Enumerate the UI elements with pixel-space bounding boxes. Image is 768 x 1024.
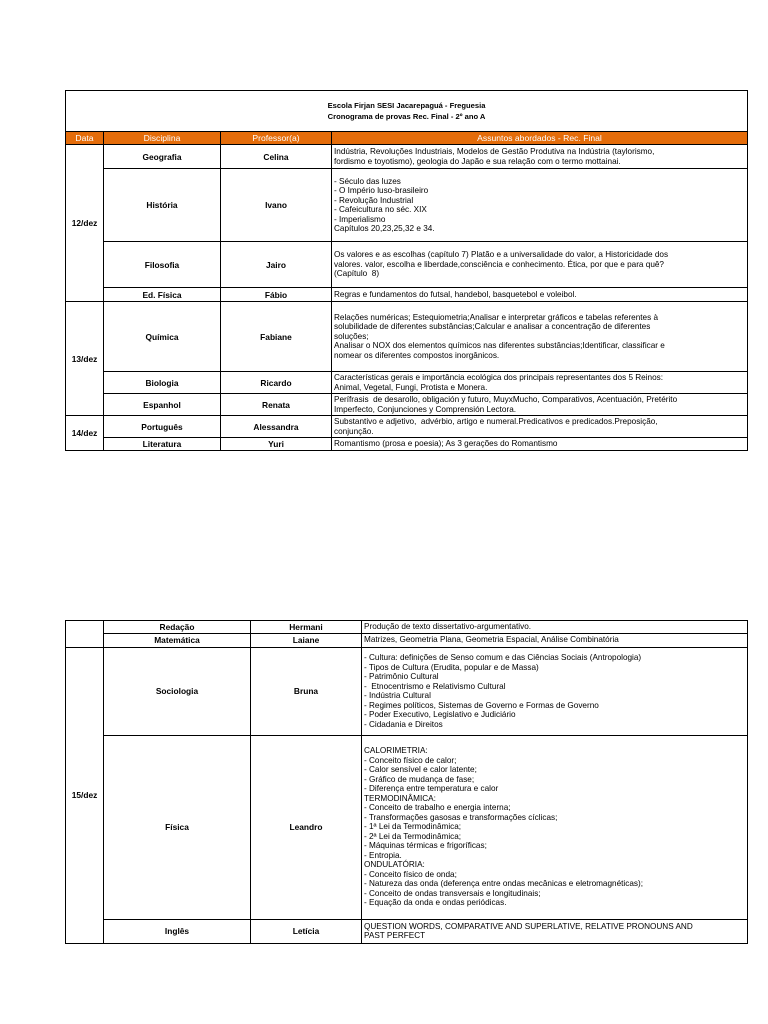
topic-line: Indústria, Revoluções Industriais, Modelos de Gestão Produtiva na Indústria (taylorismo, xyxy=(334,147,655,156)
topic-line: Produção de texto dissertativo-argumentativo. xyxy=(364,622,532,631)
topics-cell xyxy=(362,621,748,634)
topic-line: - Patrimônio Cultural xyxy=(364,672,439,681)
teacher-cell: Ivano xyxy=(221,169,332,242)
topics-cell xyxy=(332,438,748,451)
topic-line: Substantivo e adjetivo, advérbio, artigo e numeral.Predicativos e predicados.Preposição, xyxy=(334,417,658,426)
topic-line: - Indústria Cultural xyxy=(364,691,431,700)
table-row xyxy=(66,621,748,634)
teacher-cell: Celina xyxy=(221,145,332,169)
topic-line: Imperfecto, Conjunciones y Comprensión Lectora. xyxy=(334,404,517,414)
topic-line: - Cultura: definições de Senso comum e das Ciências Sociais (Antropologia) xyxy=(364,653,642,662)
topics-cell xyxy=(332,145,748,169)
topic-line: - O Império luso-brasileiro xyxy=(334,186,429,195)
date-cell: 13/dez xyxy=(66,302,104,416)
teacher-cell: Fábio xyxy=(221,288,332,302)
discipline-cell: Matemática xyxy=(104,633,251,647)
teacher-cell: Yuri xyxy=(221,438,332,451)
schedule-table-2 xyxy=(65,620,748,944)
discipline-cell: Espanhol xyxy=(104,394,221,416)
discipline-cell: Ed. Física xyxy=(104,288,221,302)
table-row xyxy=(66,416,748,438)
topic-line: - Conceito de trabalho e energia interna; xyxy=(364,803,511,813)
topic-line: QUESTION WORDS, COMPARATIVE AND SUPERLATIVE, RELATIVE PRONOUNS AND xyxy=(364,921,693,931)
table-row xyxy=(66,394,748,416)
topic-line: solubilidade de diferentes substâncias;Calcular e analisar a concentração de diferentes xyxy=(334,322,651,332)
discipline-cell: História xyxy=(104,169,221,242)
topic-line: - Transformações gasosas e transformações cíclicas; xyxy=(364,812,558,822)
teacher-cell: Hermani xyxy=(251,621,362,634)
table-row xyxy=(66,288,748,302)
topic-line: - Conceito de ondas transversais e longitudinais; xyxy=(364,888,541,898)
topics-cell xyxy=(332,169,748,242)
table-row xyxy=(66,302,748,372)
topic-line: - Imperialismo xyxy=(334,214,386,224)
col-header-date: Data xyxy=(66,132,104,145)
date-cell: 15/dez xyxy=(66,647,104,943)
topic-line: ONDULATÓRIA: xyxy=(364,860,425,870)
col-header-topics: Assuntos abordados - Rec. Final xyxy=(332,132,748,145)
discipline-cell: Inglês xyxy=(104,919,251,943)
topic-line: Regras e fundamentos do futsal, handebol, basquetebol e voleibol. xyxy=(334,289,577,299)
school-name: Escola Firjan SESI Jacarepaguá - Freguesia xyxy=(327,100,486,110)
table-row xyxy=(66,169,748,242)
topic-line: - Equação da onda e ondas periódicas. xyxy=(364,898,507,908)
topics-cell xyxy=(332,372,748,394)
date-cell-empty xyxy=(66,621,104,648)
topic-line: - Cidadania e Direitos xyxy=(364,719,443,729)
topic-line: - Cafeicultura no séc. XIX xyxy=(334,205,427,214)
col-header-teacher: Professor(a) xyxy=(221,132,332,145)
topic-line: - 2ª Lei da Termodinâmica; xyxy=(364,831,462,841)
discipline-cell: Sociologia xyxy=(104,647,251,735)
topic-line: soluções; xyxy=(334,331,369,341)
teacher-cell: Fabiane xyxy=(221,302,332,372)
topic-line: - Gráfico de mudança de fase; xyxy=(364,774,475,784)
topic-line: Romantismo (prosa e poesia); As 3 gerações do Romantismo xyxy=(334,439,558,448)
topic-line: fordismo e toyotismo), geologia do Japão e sua relação com o termo mottainai. xyxy=(334,156,621,166)
table-row xyxy=(66,242,748,288)
topic-line: conjunção. xyxy=(334,426,374,436)
teacher-cell: Alessandra xyxy=(221,416,332,438)
schedule-subtitle: Cronograma de provas Rec. Final - 2º ano A xyxy=(327,112,486,121)
topic-line: - Tipos de Cultura (Erudita, popular e de Massa) xyxy=(364,662,539,672)
topics-cell xyxy=(362,735,748,919)
topics-cell xyxy=(332,242,748,288)
table-title xyxy=(66,91,748,132)
teacher-cell: Renata xyxy=(221,394,332,416)
col-header-discipline: Disciplina xyxy=(104,132,221,145)
topic-line: - Calor sensível e calor latente; xyxy=(364,765,477,775)
topics-cell xyxy=(362,647,748,735)
topic-line: - 1ª Lei da Termodinâmica; xyxy=(364,822,462,832)
topics-cell xyxy=(332,416,748,438)
table-row xyxy=(66,633,748,647)
teacher-cell: Letícia xyxy=(251,919,362,943)
topic-line: Os valores e as escolhas (capítulo 7) Platão e a universalidade do valor, a Historicidade dos xyxy=(334,250,669,260)
table-row xyxy=(66,647,748,735)
topic-line: - Máquinas térmicas e frigoríficas; xyxy=(364,841,487,851)
topic-line: nomear os diferentes compostos inorgânicos. xyxy=(334,350,500,360)
teacher-cell: Ricardo xyxy=(221,372,332,394)
topic-line: - Regimes políticos, Sistemas de Governo e Formas de Governo xyxy=(364,700,599,710)
schedule-table-1 xyxy=(65,90,748,451)
discipline-cell: Química xyxy=(104,302,221,372)
topic-line: Perífrasis de desarollo, obligación y futuro, MuyxMucho, Comparativos, Acentuación, Pretérito xyxy=(334,395,678,404)
topic-line: - Etnocentrismo e Relativismo Cultural xyxy=(364,681,506,691)
topic-line: - Conceito físico de calor; xyxy=(364,755,457,765)
topics-cell xyxy=(332,288,748,302)
teacher-cell: Jairo xyxy=(221,242,332,288)
topic-line: - Conceito físico de onda; xyxy=(364,869,457,879)
topics-cell xyxy=(332,302,748,372)
topics-cell xyxy=(362,919,748,943)
topic-line: Características gerais e importância ecológica dos principais representantes dos 5 Reinos: xyxy=(334,373,664,382)
discipline-cell: Biologia xyxy=(104,372,221,394)
topics-cell xyxy=(332,394,748,416)
discipline-cell: Português xyxy=(104,416,221,438)
table-row xyxy=(66,372,748,394)
topic-line: CALORIMETRIA: xyxy=(364,746,428,756)
discipline-cell: Física xyxy=(104,735,251,919)
table-row xyxy=(66,919,748,943)
teacher-cell: Bruna xyxy=(251,647,362,735)
topic-line: Relações numéricas; Estequiometria;Analisar e interpretar gráficos e tabelas referentes à xyxy=(334,312,659,322)
topic-line: - Entropia. xyxy=(364,850,402,860)
topic-line: Matrizes, Geometria Plana, Geometria Espacial, Análise Combinatória xyxy=(364,635,619,645)
topic-line: - Diferença entre temperatura e calor xyxy=(364,784,499,794)
table-row xyxy=(66,735,748,919)
topic-line: TERMODINÂMICA: xyxy=(364,793,436,803)
topics-cell xyxy=(362,633,748,647)
date-cell: 12/dez xyxy=(66,145,104,302)
date-cell: 14/dez xyxy=(66,416,104,451)
discipline-cell: Filosofia xyxy=(104,242,221,288)
topic-line: Animal, Vegetal, Fungi, Protista e Monera. xyxy=(334,382,488,392)
discipline-cell: Literatura xyxy=(104,438,221,451)
topic-line: PAST PERFECT xyxy=(364,931,426,940)
discipline-cell: Geografia xyxy=(104,145,221,169)
topic-line: (Capítulo 8) xyxy=(334,269,380,279)
topic-line: Capítulos 20,23,25,32 e 34. xyxy=(334,224,435,233)
topic-line: - Revolução Industrial xyxy=(334,195,414,205)
table-row xyxy=(66,438,748,451)
teacher-cell: Laiane xyxy=(251,633,362,647)
topic-line: - Século das luzes xyxy=(334,176,401,186)
topic-line: Analisar o NOX dos elementos químicos nas diferentes substâncias;Identificar, classificar e xyxy=(334,341,665,351)
topic-line: - Natureza das onda (deferença entre ondas mecânicas e eletromagnéticas); xyxy=(364,879,643,889)
column-header-row xyxy=(66,132,748,145)
table-row xyxy=(66,145,748,169)
teacher-cell: Leandro xyxy=(251,735,362,919)
topic-line: - Poder Executivo, Legislativo e Judiciário xyxy=(364,710,516,719)
topic-line: valores. valor, escolha e liberdade,consciência e conhecimento. Ética, por que e para quê? xyxy=(334,259,664,269)
discipline-cell: Redação xyxy=(104,621,251,634)
